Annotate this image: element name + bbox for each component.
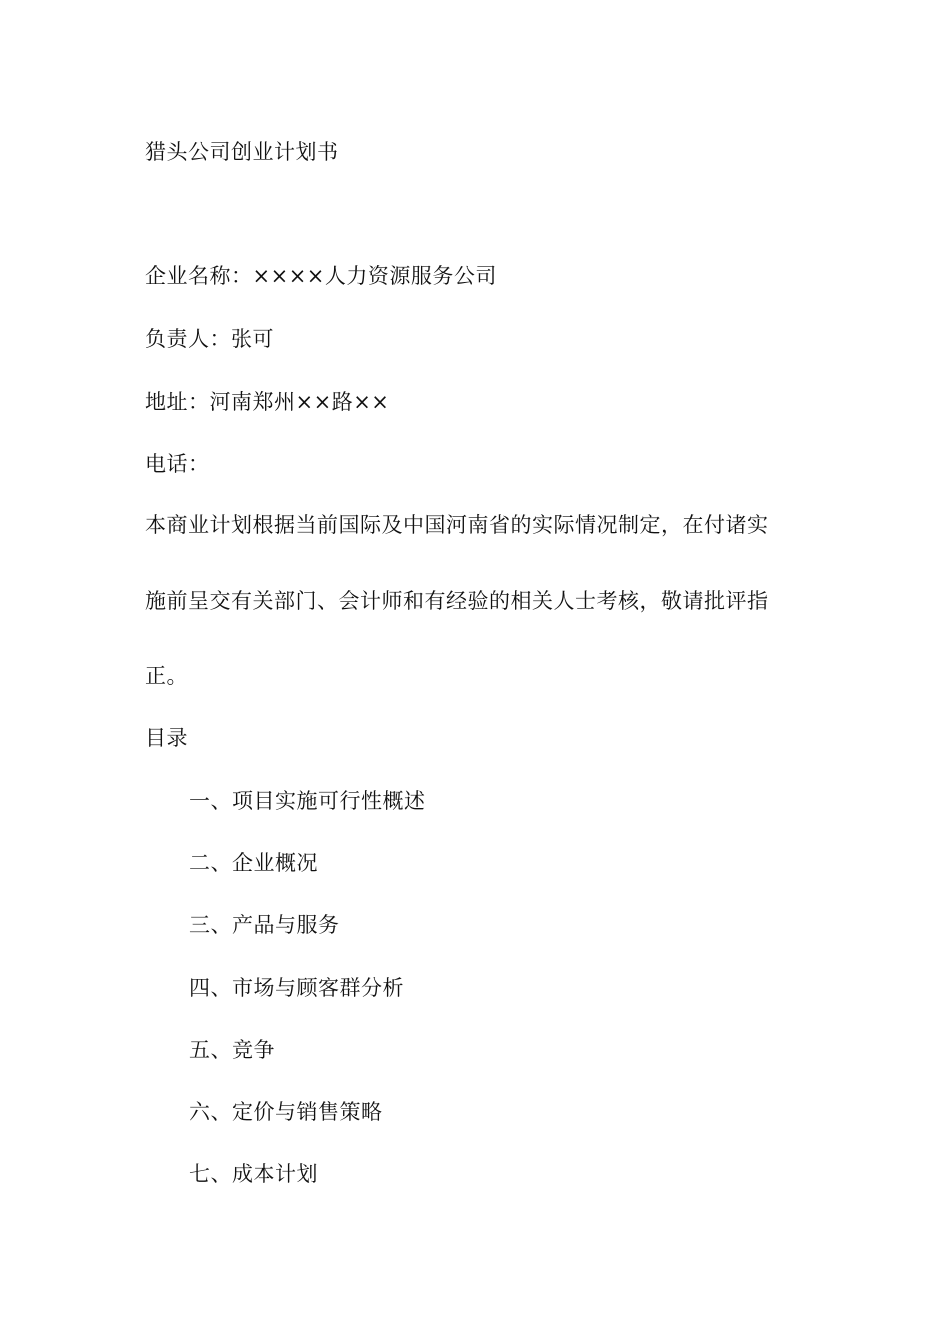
toc-item: 五、竞争 [189, 1038, 275, 1062]
intro-line-3: 正。 [145, 664, 188, 688]
intro-line-1: 本商业计划根据当前国际及中国河南省的实际情况制定，在付诸实 [145, 513, 769, 537]
intro-line-2: 施前呈交有关部门、会计师和有经验的相关人士考核，敬请批评指 [145, 589, 769, 613]
toc-item: 六、定价与销售策略 [189, 1100, 383, 1124]
toc-item: 三、产品与服务 [189, 913, 340, 937]
toc-heading: 目录 [145, 726, 188, 750]
company-name: 企业名称：××××人力资源服务公司 [145, 264, 497, 288]
toc-item: 四、市场与顾客群分析 [189, 976, 404, 1000]
toc-item: 一、项目实施可行性概述 [189, 789, 426, 813]
company-phone: 电话： [145, 452, 210, 476]
document-title: 猎头公司创业计划书 [145, 140, 339, 164]
person-in-charge: 负责人：张可 [145, 327, 274, 351]
company-address: 地址：河南郑州××路×× [145, 390, 390, 414]
toc-item: 二、企业概况 [189, 851, 318, 875]
toc-item: 七、成本计划 [189, 1162, 318, 1186]
